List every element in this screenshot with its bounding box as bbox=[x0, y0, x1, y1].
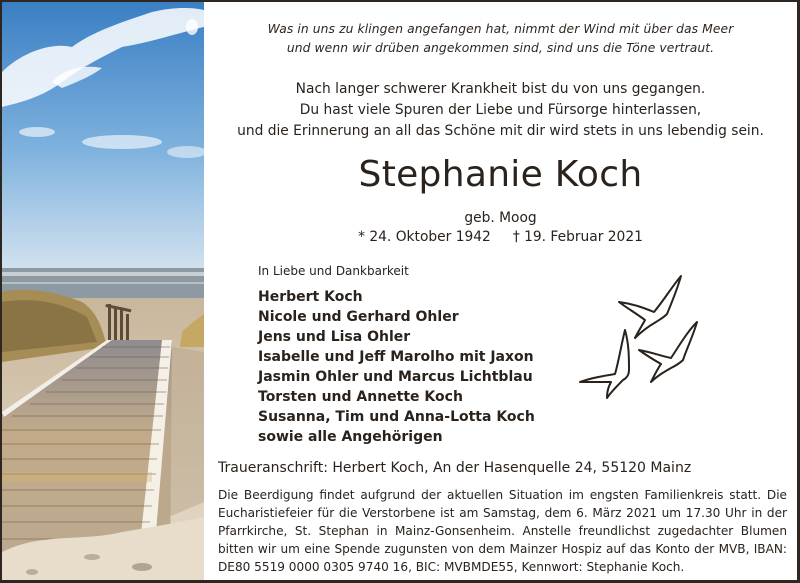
motto-quote bbox=[204, 20, 797, 58]
deceased-name: Stephanie Koch bbox=[358, 154, 643, 195]
mourner: Herbert Koch bbox=[258, 289, 363, 305]
mourner: Torsten und Annette Koch bbox=[258, 389, 463, 405]
life-dates bbox=[204, 229, 797, 245]
birth-date: * 24. Oktober 1942 bbox=[358, 229, 491, 245]
flying-birds-icon bbox=[579, 270, 709, 400]
intro-line: und die Erinnerung an all das Schöne mit dir wird stets in uns lebendig sein. bbox=[237, 123, 764, 139]
thanks-label: In Liebe und Dankbarkeit bbox=[258, 264, 409, 278]
funeral-notice: Die Beerdigung findet aufgrund der aktuellen Situation im engsten Familienkreis statt. Die Eucharistiefeier für die Verstorbene ist am Samstag, dem 6. März 2021 um 17.30 Uhr in der Pfarrkirche, St. Stephan in Mainz-Gonsenheim. Anstelle freundlichst zugedachter Blumen bitten wir um eine Spende zugunsten von dem Mainzer Hospiz auf das Konto der MVB, IBAN: DE80 5519 0000 0305 9740 16, BIC: MVBMDE55, Kennwort: Stephanie Koch. bbox=[218, 488, 787, 574]
beach-boardwalk-photo bbox=[2, 2, 204, 580]
mourner: Jasmin Ohler und Marcus Lichtblau bbox=[258, 369, 533, 385]
motto-line: und wenn wir drüben angekommen sind, sind uns die Töne vertraut. bbox=[286, 41, 715, 55]
intro-text bbox=[204, 79, 797, 142]
mourner: Jens und Lisa Ohler bbox=[258, 329, 411, 345]
obituary-card bbox=[2, 2, 797, 580]
death-date: † 19. Februar 2021 bbox=[512, 229, 643, 245]
mourning-address: Traueranschrift: Herbert Koch, An der Hasenquelle 24, 55120 Mainz bbox=[218, 460, 692, 476]
intro-line: Nach langer schwerer Krankheit bist du von uns gegangen. bbox=[295, 81, 706, 97]
intro-line: Du hast viele Spuren der Liebe und Fürsorge hinterlassen, bbox=[299, 102, 702, 118]
obituary-text bbox=[204, 2, 797, 580]
mourners-list bbox=[258, 287, 535, 447]
mourner: Susanna, Tim und Anna-Lotta Koch bbox=[258, 409, 535, 425]
motto-line: Was in uns zu klingen angefangen hat, nimmt der Wind mit über das Meer bbox=[267, 22, 734, 36]
mourner: sowie alle Angehörigen bbox=[258, 429, 443, 445]
mourner: Nicole und Gerhard Ohler bbox=[258, 309, 459, 325]
mourner: Isabelle und Jeff Marolho mit Jaxon bbox=[258, 349, 534, 365]
maiden-name: geb. Moog bbox=[464, 210, 537, 226]
